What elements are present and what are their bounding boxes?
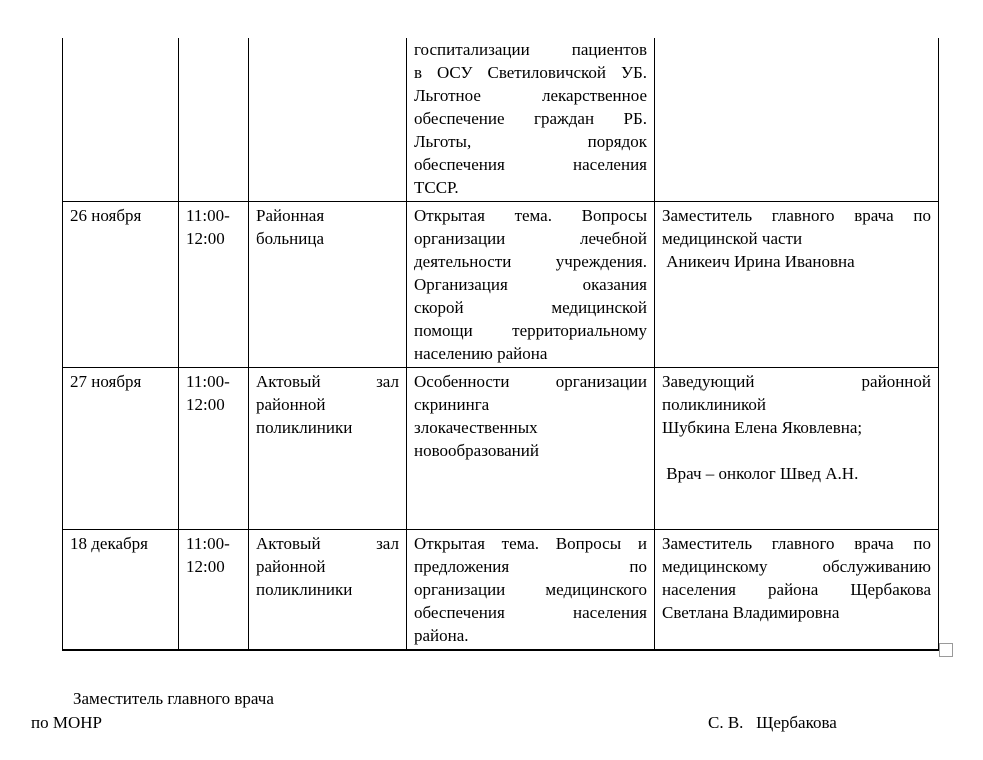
speaker-line: Врач – онколог Швед А.Н. (662, 464, 859, 483)
topic-line: Открытая тема. Вопросы (414, 206, 647, 225)
topic-line: Льготы, порядок (414, 132, 647, 151)
date-cell (63, 38, 179, 202)
topic-line: деятельности учреждения. (414, 252, 647, 271)
speaker-cell (655, 202, 939, 368)
topic-cell (407, 530, 655, 651)
topic-line: района. (414, 626, 469, 645)
place-line: Районная (256, 206, 325, 225)
speaker-cell (655, 530, 939, 651)
topic-line: скорой медицинской (414, 298, 647, 317)
time-cell (179, 530, 249, 651)
topic-line: ТССР. (414, 178, 459, 197)
place-line: поликлиники (256, 418, 353, 437)
topic-line: обеспечение граждан РБ. (414, 109, 647, 128)
speaker-line: Заместитель главного врача по (662, 206, 931, 225)
topic-line: организации медицинского (414, 580, 647, 599)
date-cell: 26 ноября (63, 202, 179, 368)
time-cell (179, 202, 249, 368)
table-row (63, 202, 939, 368)
topic-line: новообразований (414, 441, 539, 460)
signature-name: С. В. Щербакова (708, 713, 837, 732)
date-cell: 27 ноября (63, 368, 179, 530)
time-line: 12:00 (186, 557, 225, 576)
place-line: районной (256, 395, 326, 414)
topic-line: Открытая тема. Вопросы и (414, 534, 647, 553)
place-line: больница (256, 229, 324, 248)
topic-line: злокачественных (414, 418, 538, 437)
speaker-line: медицинской части (662, 229, 803, 248)
place-cell (249, 202, 407, 368)
speaker-line: Аникеич Ирина Ивановна (662, 252, 855, 271)
topic-cell (407, 202, 655, 368)
speaker-line: Светлана Владимировна (662, 603, 840, 622)
place-cell (249, 38, 407, 202)
topic-cell (407, 38, 655, 202)
place-cell (249, 368, 407, 530)
signature-department: по МОНР (31, 713, 102, 732)
time-line: 12:00 (186, 395, 225, 414)
place-line: поликлиники (256, 580, 353, 599)
topic-cell (407, 368, 655, 530)
speaker-line: поликлиникой (662, 395, 766, 414)
topic-line: Особенности организации (414, 372, 647, 391)
place-line: Актовый зал (256, 534, 399, 553)
topic-line: в ОСУ Светиловичской УБ. (414, 63, 647, 82)
time-line: 12:00 (186, 229, 225, 248)
table-row (63, 530, 939, 651)
time-cell (179, 368, 249, 530)
topic-line: госпитализации пациентов (414, 40, 647, 59)
table-row (63, 368, 939, 530)
time-cell (179, 38, 249, 202)
time-line: 11:00- (186, 534, 230, 553)
schedule-table (62, 38, 939, 651)
place-cell (249, 530, 407, 651)
topic-line: Организация оказания (414, 275, 647, 294)
topic-line: обеспечения населения (414, 603, 647, 622)
topic-line: организации лечебной (414, 229, 647, 248)
speaker-line: Заведующий районной (662, 372, 931, 391)
date-cell: 18 декабря (63, 530, 179, 651)
table-resize-handle[interactable] (939, 643, 953, 657)
speaker-line: населения района Щербакова (662, 580, 931, 599)
speaker-line: Шубкина Елена Яковлевна; (662, 418, 863, 437)
time-line: 11:00- (186, 206, 230, 225)
topic-line: Льготное лекарственное (414, 86, 647, 105)
time-line: 11:00- (186, 372, 230, 391)
speaker-line: Заместитель главного врача по (662, 534, 931, 553)
speaker-blank-line (662, 439, 931, 462)
speaker-cell (655, 38, 939, 202)
speaker-cell (655, 368, 939, 530)
table-row-continued (63, 38, 939, 202)
topic-line: помощи территориальному (414, 321, 647, 340)
topic-line: обеспечения населения (414, 155, 647, 174)
topic-line: населению района (414, 344, 548, 363)
signature-title: Заместитель главного врача (73, 689, 274, 708)
topic-line: предложения по (414, 557, 647, 576)
place-line: Актовый зал (256, 372, 399, 391)
place-line: районной (256, 557, 326, 576)
topic-line: скрининга (414, 395, 490, 414)
speaker-line: медицинскому обслуживанию (662, 557, 931, 576)
